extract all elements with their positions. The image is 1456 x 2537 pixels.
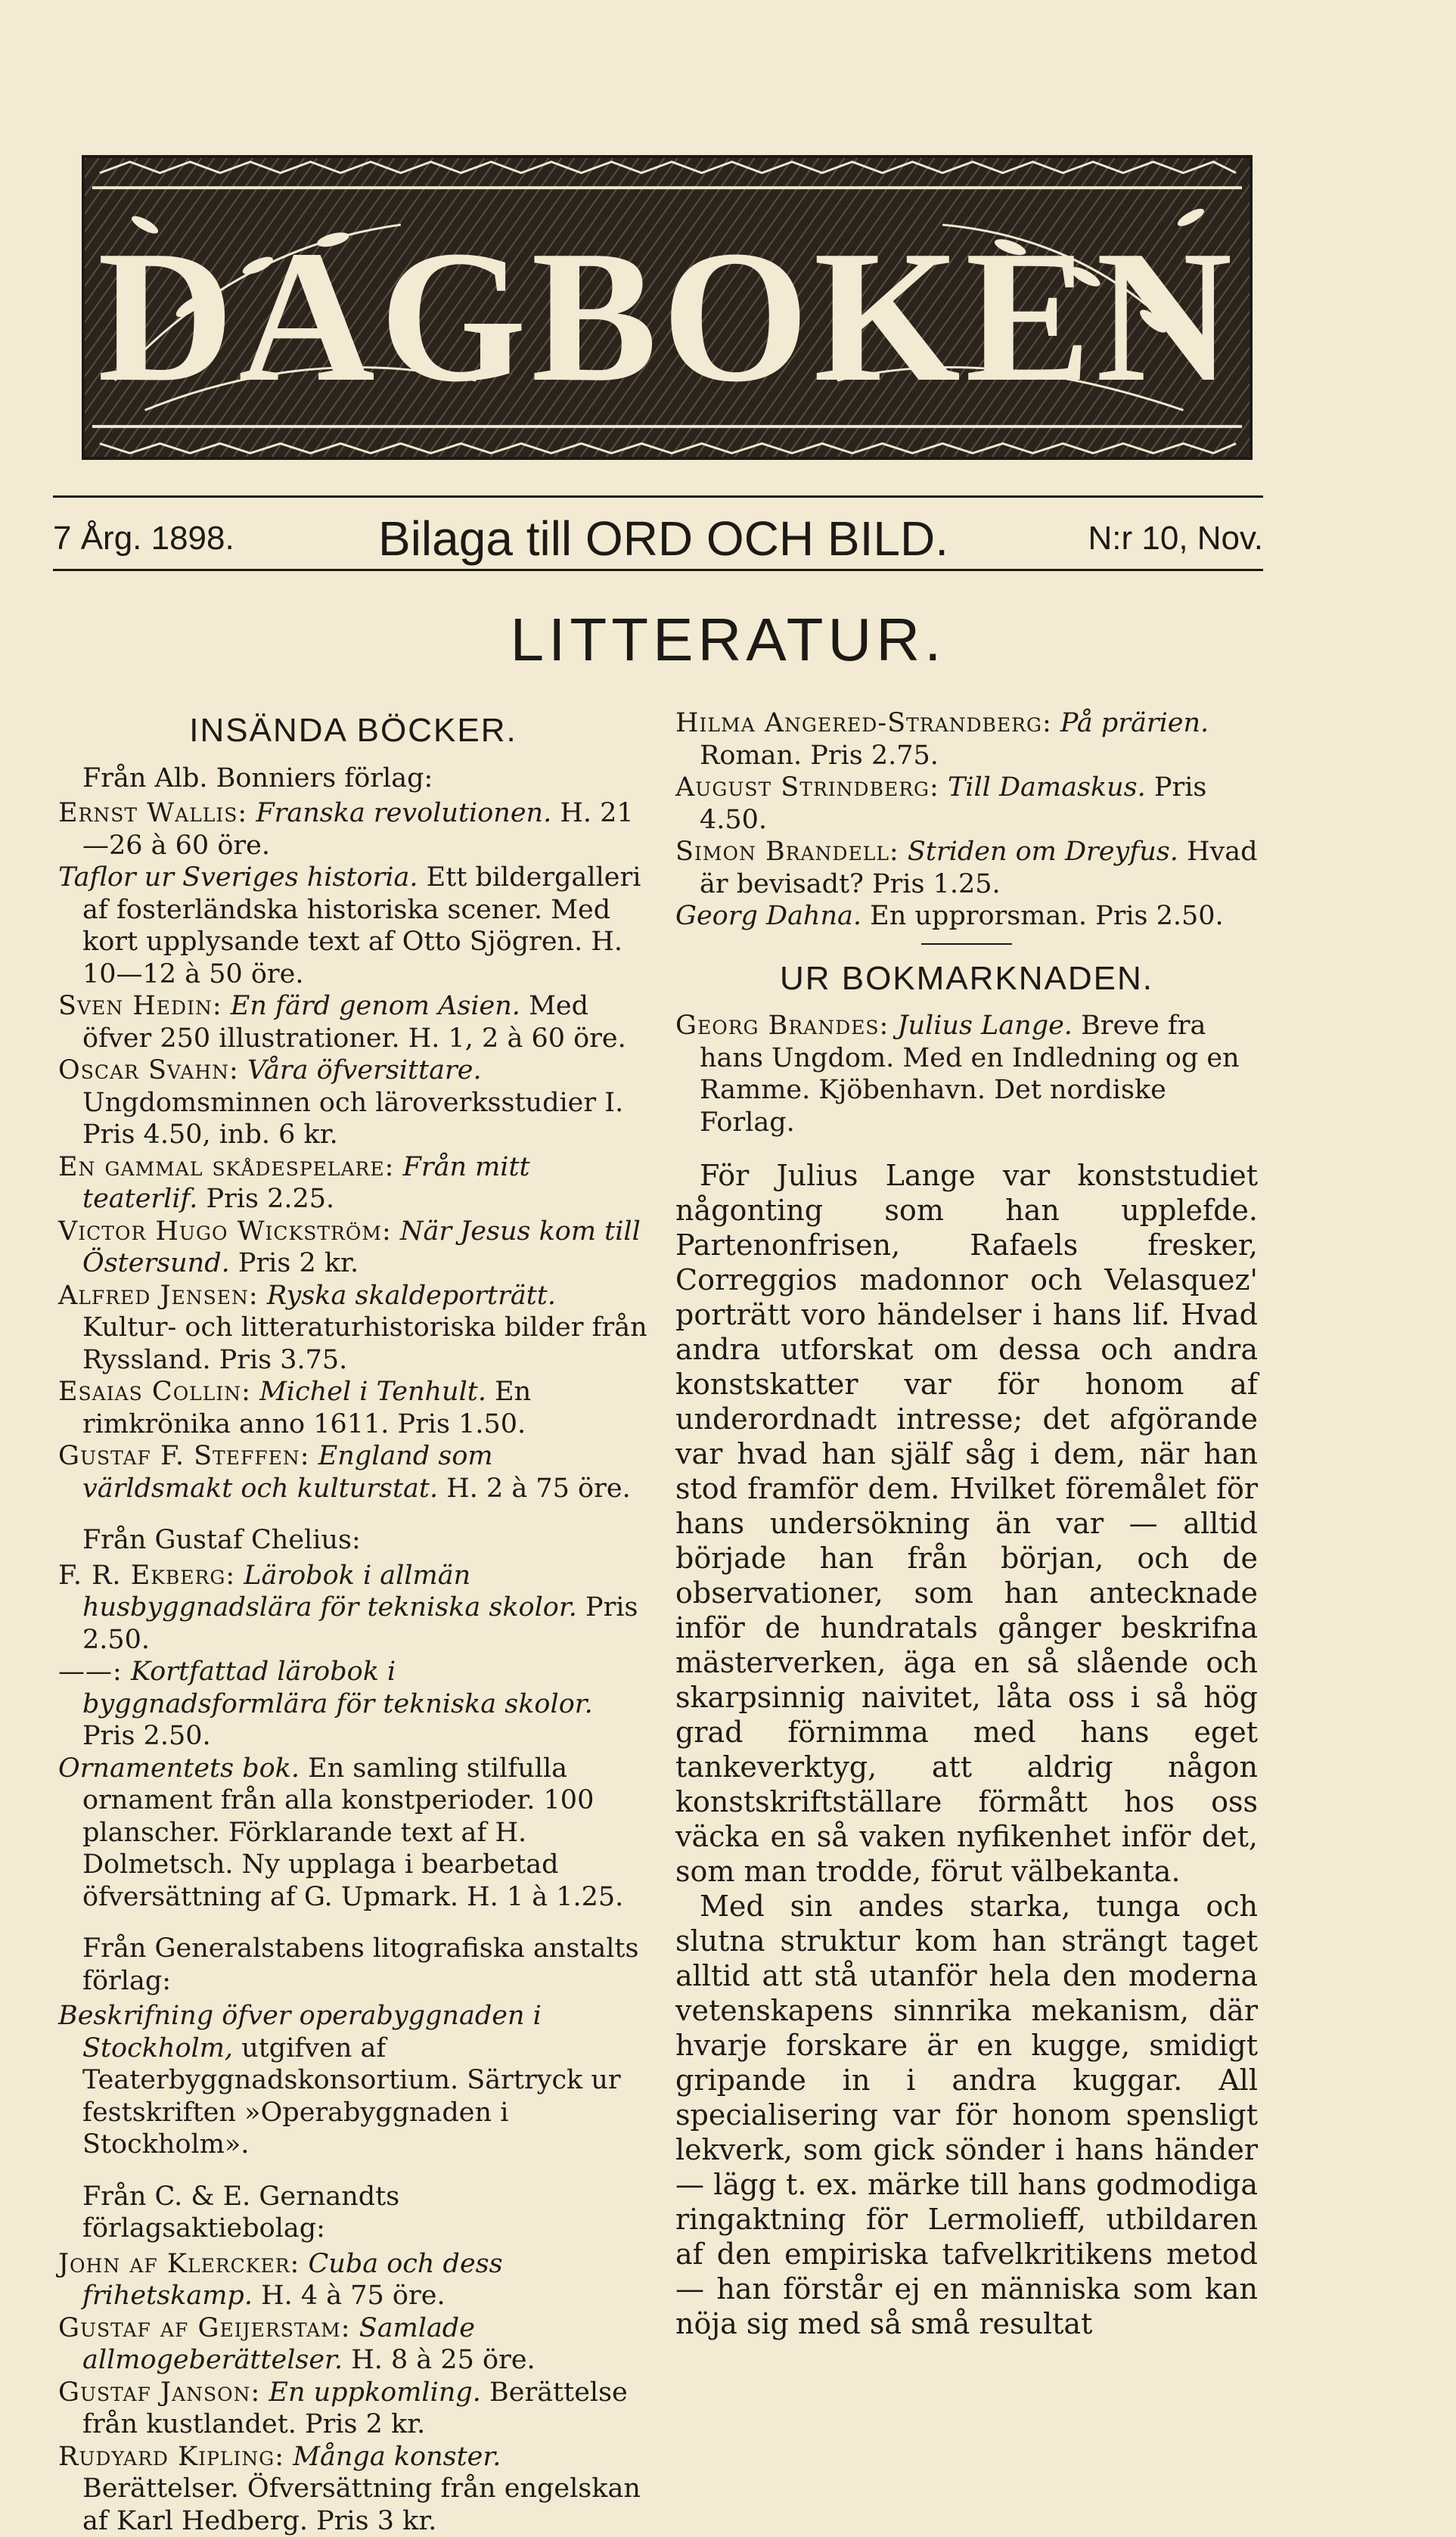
book-title: Ornamentets bok. xyxy=(58,1753,300,1784)
left-column xyxy=(58,715,648,2537)
right-column xyxy=(675,707,1258,2341)
book-title: Till Damaskus. xyxy=(948,772,1146,803)
book-title: Taflor ur Sveriges historia. xyxy=(58,862,418,893)
book-entry xyxy=(675,836,1258,900)
book-title: Från mitt teaterlif. xyxy=(82,1152,530,1215)
review-title: Julius Lange. xyxy=(897,1011,1072,1041)
header-issue: N:r 10, Nov. xyxy=(1088,520,1263,557)
book-entry xyxy=(58,797,648,862)
book-details: Ett bildergalleri af fosterländska historiska scener. Med kort upplysande text af Otto Sjögren. H. 10—12 à 50 öre. xyxy=(82,862,641,989)
review-paragraph: För Julius Lange var konststudiet någonting som han upplefde. Partenonfrisen, Rafaels fresker, Correggios madonnor och Velasquez' porträtt voro händelser i hans lif. Hvad andra utforskat om dessa och andra konstskatter var för honom af underordnadt intresse; det afgörande var hvad han själf såg i dem, när han stod framför dem. Hvilket föremålet för hans undersökning än var — alltid började han från början, och de observationer, som han antecknade inför de hundratals gånger beskrifna mästerverken, äga en så slående och skarpsinnig naivitet, låta oss i så hög grad förnimma med hans eget tankeverktyg, att aldrig någon konstskriftställare förmått hos oss väcka en så vaken nyfikenhet inför det, som man trodde, förut välbekanta. xyxy=(675,1158,1258,1889)
header-line xyxy=(53,511,1263,571)
book-details: Hvad är bevisadt? Pris 1.25. xyxy=(700,837,1258,899)
book-details: Ungdomsminnen och läroverksstudier I. Pris 4.50, inb. 6 kr. xyxy=(82,1088,623,1150)
book-details: Med öfver 250 illustrationer. H. 1, 2 à 60 öre. xyxy=(82,991,626,1054)
book-author: Victor Hugo Wickström: xyxy=(58,1216,392,1247)
book-title: Georg Dahna. xyxy=(675,901,861,931)
book-details: Roman. Pris 2.75. xyxy=(700,741,939,771)
book-author: Oscar Svahn: xyxy=(58,1055,239,1085)
book-details: Berättelse från kustlandet. Pris 2 kr. xyxy=(82,2377,628,2440)
book-details: utgifven af Teaterbyggnadskonsortium. Särtryck ur festskriften »Operabyggnaden i Stockholm». xyxy=(82,2033,621,2160)
book-details: Pris 4.50. xyxy=(700,772,1206,835)
book-title: När Jesus kom till Östersund. xyxy=(82,1216,641,1279)
book-author: F. R. Ekberg: xyxy=(58,1560,235,1591)
section-title: LITTERATUR. xyxy=(0,605,1456,675)
header-rule-bottom xyxy=(53,569,1263,571)
book-entry xyxy=(58,1440,648,1504)
book-entry xyxy=(58,2377,648,2441)
book-entry xyxy=(58,1560,648,1657)
review-entry xyxy=(675,1010,1258,1138)
book-details: Kultur- och litteraturhistoriska bilder från Ryssland. Pris 3.75. xyxy=(82,1312,647,1375)
book-author: Esaias Collin: xyxy=(58,1377,251,1407)
insanda-bocker-heading: INSÄNDA BÖCKER. xyxy=(58,715,648,747)
book-author: Gustaf F. Steffen: xyxy=(58,1441,310,1471)
book-details: En samling stilfulla ornament från alla konstperioder. 100 planscher. Förklarande text af H. Dolmetsch. Ny upplaga i bearbetad öfversättning af G. Upmark. H. 1 à 1.25. xyxy=(82,1753,623,1912)
book-author: En gammal skådespelare: xyxy=(58,1152,394,1182)
book-title: Ryska skaldeporträtt. xyxy=(267,1281,556,1311)
book-details: H. 4 à 75 öre. xyxy=(261,2281,445,2311)
book-title: Många konster. xyxy=(293,2442,501,2472)
book-entry xyxy=(675,772,1258,836)
book-entry xyxy=(58,2000,648,2161)
book-entry xyxy=(58,1054,648,1151)
book-details: H. 2 à 75 öre. xyxy=(446,1473,630,1504)
book-entry xyxy=(58,1280,648,1377)
book-list xyxy=(58,762,648,2537)
book-author: Gustaf Janson: xyxy=(58,2377,260,2408)
book-title: En uppkomling. xyxy=(269,2377,481,2408)
masthead-banner xyxy=(82,155,1253,460)
header-year: 7 Årg. 1898. xyxy=(53,520,234,557)
book-title: Michel i Tenhult. xyxy=(259,1377,486,1407)
bokmarknaden-heading: UR BOKMARKNADEN. xyxy=(675,963,1258,995)
publisher-heading: Från Generalstabens litografiska anstalts förlag: xyxy=(82,1933,648,1997)
publisher-heading: Från Gustaf Chelius: xyxy=(82,1524,648,1557)
book-details: Pris 2.50. xyxy=(82,1592,638,1655)
book-entry xyxy=(58,2312,648,2377)
book-entry xyxy=(58,2441,648,2537)
book-entry xyxy=(58,1216,648,1280)
book-title: Beskrifning öfver operabyggnaden i Stockholm, xyxy=(58,2001,542,2063)
book-details: Pris 2 kr. xyxy=(238,1248,359,1278)
book-entry xyxy=(58,1656,648,1753)
book-entry xyxy=(675,900,1258,933)
book-details: En upprorsman. Pris 2.50. xyxy=(870,901,1224,931)
book-entry xyxy=(58,1151,648,1216)
book-title: Kortfattad lärobok i byggnadsformlära för tekniska skolor. xyxy=(82,1657,593,1719)
book-author: Alfred Jensen: xyxy=(58,1281,259,1311)
book-title: Våra öfversittare. xyxy=(247,1055,482,1085)
book-entry xyxy=(58,2248,648,2312)
book-entry xyxy=(675,707,1258,772)
review-details: Breve fra hans Ungdom. Med en Indledning og en Ramme. Kjöbenhavn. Det nordiske Forlag. xyxy=(700,1011,1240,1138)
book-author: Gustaf af Geijerstam: xyxy=(58,2313,351,2343)
book-entry xyxy=(58,990,648,1054)
book-details: Berättelser. Öfversättning från engelskan af Karl Hedberg. Pris 3 kr. xyxy=(82,2473,641,2536)
book-details: En rimkrönika anno 1611. Pris 1.50. xyxy=(82,1377,531,1439)
book-entry xyxy=(58,1753,648,1914)
book-author: August Strindberg: xyxy=(675,772,939,803)
book-details: Pris 2.25. xyxy=(206,1184,335,1214)
publisher-heading: Från C. & E. Gernandts förlagsaktiebolag: xyxy=(82,2181,648,2245)
book-author: Rudyard Kipling: xyxy=(58,2442,284,2472)
book-title: Cuba och dess frihetskamp. xyxy=(82,2249,503,2312)
book-author: John af Klercker: xyxy=(58,2249,300,2279)
book-author: Ernst Wallis: xyxy=(58,798,247,828)
book-title: Samlade allmogeberättelser. xyxy=(82,2313,475,2376)
review-author: Georg Brandes: xyxy=(675,1011,889,1041)
book-title: England som världsmakt och kulturstat. xyxy=(82,1441,493,1504)
book-list-continued xyxy=(675,707,1258,933)
book-title: På prärien. xyxy=(1060,708,1209,738)
publisher-heading: Från Alb. Bonniers förlag: xyxy=(82,762,648,795)
book-details: Pris 2.50. xyxy=(82,1721,211,1751)
book-title: Lärobok i allmän husbyggnadslära för tekniska skolor. xyxy=(82,1560,577,1623)
book-entry xyxy=(58,1376,648,1440)
masthead-title: DAGBOKEN xyxy=(85,219,1250,415)
header-title: Bilaga till ORD OCH BILD. xyxy=(378,511,948,567)
header-rule-top xyxy=(53,495,1263,498)
book-details: H. 21—26 à 60 öre. xyxy=(82,798,634,861)
book-title: En färd genom Asien. xyxy=(231,991,520,1021)
book-details: H. 8 à 25 öre. xyxy=(351,2345,535,2375)
book-title: Franska revolutionen. xyxy=(256,798,551,828)
section-divider xyxy=(921,943,1012,945)
book-author: Sven Hedin: xyxy=(58,991,222,1021)
book-author: Simon Brandell: xyxy=(675,837,899,867)
review-paragraph: Med sin andes starka, tunga och slutna struktur kom han strängt taget alltid att stå utanför hela den moderna vetenskapens sinnrika mekanism, där hvarje forskare är en kugge, smidigt gripande in i andra kuggar. All specialisering var för honom spensligt lekverk, som gick sönder i hans händer — lägg t. ex. märke till hans godmodiga ringaktning för Lermolieff, utbildaren af den empiriska tafvelkritikens metod — han förstår ej en människa som kan nöja sig med så små resultat xyxy=(675,1889,1258,2341)
book-title: Striden om Dreyfus. xyxy=(908,837,1178,867)
book-author: ——: xyxy=(58,1657,123,1687)
book-author: Hilma Angered-Strandberg: xyxy=(675,708,1052,738)
book-entry xyxy=(58,862,648,990)
